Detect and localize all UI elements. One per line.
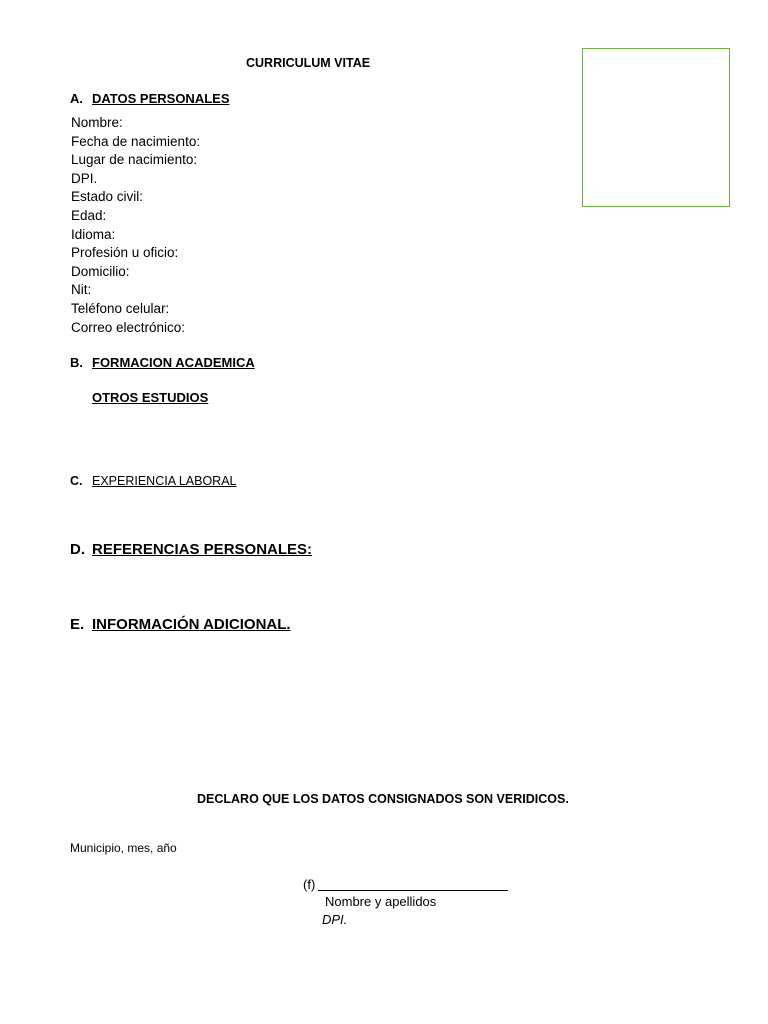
section-b-letter: B.	[70, 355, 83, 370]
section-d-letter: D.	[70, 541, 85, 558]
field-telefono: Teléfono celular:	[71, 300, 170, 316]
field-correo: Correo electrónico:	[71, 319, 186, 335]
place-date-text: Municipio, mes, año	[70, 841, 177, 855]
field-profesion: Profesión u oficio:	[71, 245, 179, 261]
section-b-title: FORMACION ACADEMICA	[92, 355, 255, 370]
signature-name-label: Nombre y apellidos	[325, 894, 437, 909]
field-nombre: Nombre:	[71, 115, 123, 130]
section-e-letter: E.	[70, 616, 85, 633]
field-edad: Edad:	[71, 207, 107, 223]
field-dpi: DPI.	[71, 170, 98, 186]
section-d-title: REFERENCIAS PERSONALES:	[92, 541, 313, 558]
section-e-title: INFORMACIÓN ADICIONAL.	[92, 616, 291, 633]
section-a-title: DATOS PERSONALES	[92, 91, 230, 106]
section-c-title: EXPERIENCIA LABORAL	[92, 474, 237, 488]
personal-data-list	[71, 114, 200, 337]
field-fecha-nacimiento: Fecha de nacimiento:	[71, 133, 201, 149]
field-idioma: Idioma:	[71, 226, 116, 242]
photo-placeholder-box	[582, 48, 730, 207]
document-title: CURRICULUM VITAE	[246, 56, 371, 70]
declaration-text: DECLARO QUE LOS DATOS CONSIGNADOS SON VERIDICOS.	[197, 792, 569, 806]
field-lugar-nacimiento: Lugar de nacimiento:	[71, 152, 198, 168]
signature-id-label: DPI.	[322, 912, 348, 927]
field-nit: Nit:	[71, 282, 92, 298]
signature-prefix: (f)	[303, 877, 316, 892]
section-b-subtitle: OTROS ESTUDIOS	[92, 390, 209, 405]
signature-line	[318, 890, 508, 891]
section-c-letter: C.	[70, 474, 83, 488]
field-estado-civil: Estado civil:	[71, 189, 144, 205]
field-domicilio: Domicilio:	[71, 263, 130, 279]
section-a-letter: A.	[70, 91, 83, 106]
